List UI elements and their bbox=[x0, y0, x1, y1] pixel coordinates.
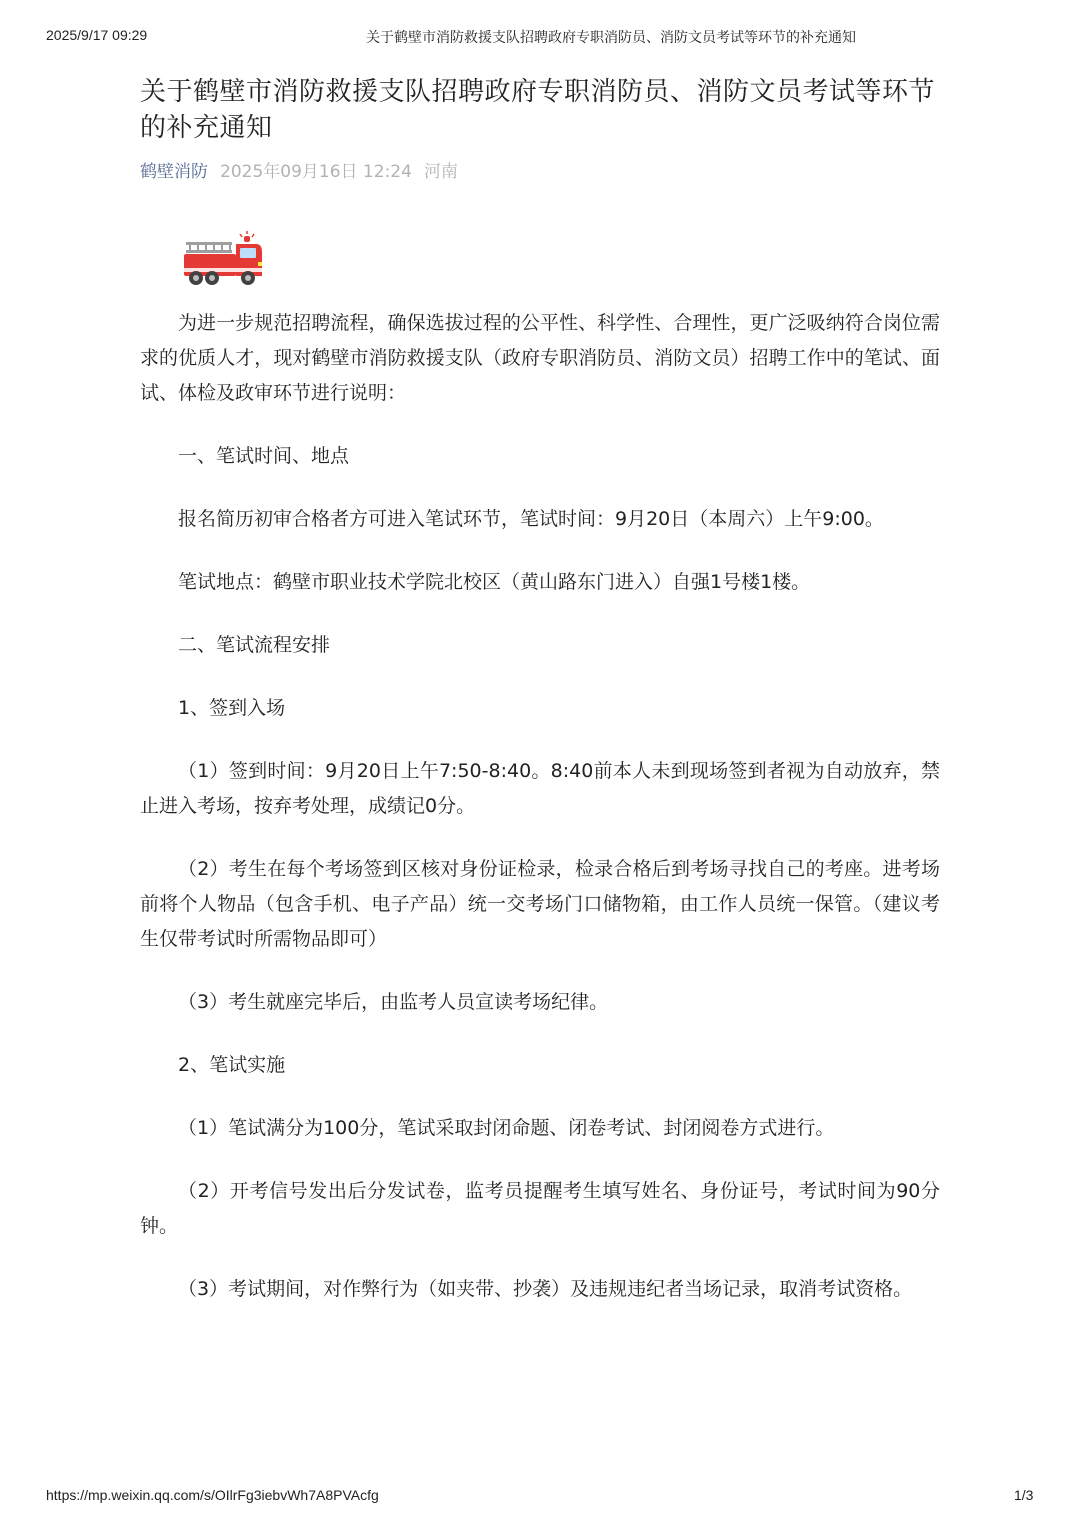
subheading-exam-implementation: 2、笔试实施 bbox=[178, 1054, 286, 1076]
section-heading-exam-process: 二、笔试流程安排 bbox=[178, 634, 331, 656]
print-header-date: 2025/9/17 09:29 bbox=[46, 27, 148, 43]
article bbox=[140, 74, 940, 1307]
paragraph-cheating: （3）考试期间，对作弊行为（如夹带、抄袭）及违规违纪者当场记录，取消考试资格。 bbox=[178, 1278, 913, 1300]
publish-date: 2025年09月16日 12:24 bbox=[220, 162, 412, 182]
article-title: 关于鹤壁市消防救援支队招聘政府专职消防员、消防文员考试等环节的补充通知 bbox=[140, 77, 936, 143]
article-meta bbox=[140, 160, 940, 184]
paragraph-full-score: （1）笔试满分为100分，笔试采取封闭命题、闭卷考试、封闭阅卷方式进行。 bbox=[178, 1117, 835, 1139]
section-heading-exam-time-place: 一、笔试时间、地点 bbox=[178, 445, 350, 467]
print-footer-url: https://mp.weixin.qq.com/s/OIlrFg3iebvWh7A8PVAcfg bbox=[46, 1487, 379, 1503]
print-footer-page: 1/3 bbox=[1014, 1487, 1034, 1503]
paragraph-exam-duration: （2）开考信号发出后分发试卷，监考员提醒考生填写姓名、身份证号，考试时间为90分钟。 bbox=[140, 1180, 940, 1237]
paragraph-exam-place: 笔试地点：鹤壁市职业技术学院北校区（黄山路东门进入）自强1号楼1楼。 bbox=[178, 571, 811, 593]
print-header-title: 关于鹤壁市消防救援支队招聘政府专职消防员、消防文员考试等环节的补充通知 bbox=[366, 30, 856, 46]
paragraph-intro: 为进一步规范招聘流程，确保选拔过程的公平性、科学性、合理性，更广泛吸纳符合岗位需求的优质人才，现对鹤壁市消防救援支队（政府专职消防员、消防文员）招聘工作中的笔试、面试、体检及政审环节进行说明： bbox=[140, 312, 940, 404]
account-name-link[interactable]: 鹤壁消防 bbox=[140, 162, 208, 182]
subheading-check-in: 1、签到入场 bbox=[178, 697, 286, 719]
paragraph-exam-time: 报名简历初审合格者方可进入笔试环节，笔试时间：9月20日（本周六）上午9:00。 bbox=[178, 508, 884, 530]
paragraph-rules-reading: （3）考生就座完毕后，由监考人员宣读考场纪律。 bbox=[178, 991, 609, 1013]
paragraph-check-in-time: （1）签到时间：9月20日上午7:50-8:40。8:40前本人未到现场签到者视为自动放弃，禁止进入考场，按弃考处理，成绩记0分。 bbox=[140, 760, 940, 817]
paragraph-id-check: （2）考生在每个考场签到区核对身份证检录，检录合格后到考场寻找自己的考座。进考场前将个人物品（包含手机、电子产品）统一交考场门口储物箱，由工作人员统一保管。（建议考生仅带考试时所需物品即可） bbox=[140, 858, 940, 950]
article-content bbox=[140, 306, 940, 1307]
publish-location: 河南 bbox=[423, 162, 458, 182]
fire-engine-icon bbox=[182, 230, 266, 290]
